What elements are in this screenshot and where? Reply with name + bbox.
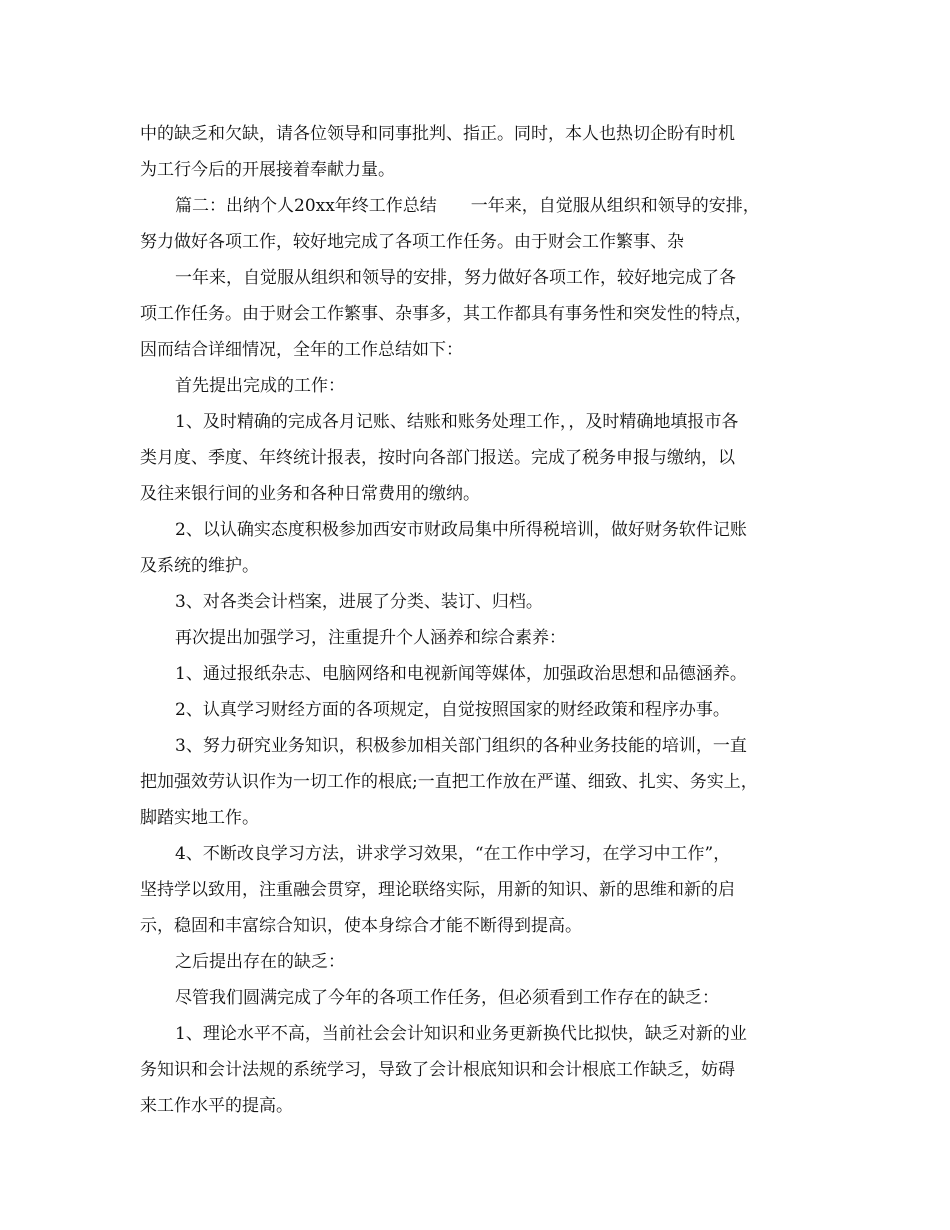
text-line: 因而结合详细情况，全年的工作总结如下： [140, 340, 463, 360]
text-line: 首先提出完成的工作： [175, 376, 345, 396]
text-line: 2、以认确实态度积极参加西安市财政局集中所得税培训，做好财务软件记账 [175, 520, 747, 540]
text-line: 篇二：出纳个人20xx年终工作总结 一年来，自觉服从组织和领导的安排， [175, 196, 760, 216]
text-line: 脚踏实地工作。 [140, 808, 259, 828]
text-line: 再次提出加强学习，注重提升个人涵养和综合素养： [175, 628, 566, 648]
text-line: 努力做好各项工作，较好地完成了各项工作任务。由于财会工作繁事、杂 [140, 232, 684, 252]
text-line: 及系统的维护。 [140, 556, 259, 576]
text-line: 之后提出存在的缺乏： [175, 952, 345, 972]
text-line: 来工作水平的提高。 [140, 1096, 293, 1116]
text-line: 把加强效劳认识作为一切工作的根底;一直把工作放在严谨、细致、扎实、务实上， [140, 772, 758, 792]
text-line: 3、对各类会计档案，进展了分类、装订、归档。 [175, 592, 543, 612]
text-line: 4、不断改良学习方法，讲求学习效果，“在工作中学习，在学习中工作”， [175, 844, 731, 864]
text-line: 坚持学以致用，注重融会贯穿，理论联络实际，用新的知识、新的思维和新的启 [140, 880, 735, 900]
text-line: 1、及时精确的完成各月记账、结账和账务处理工作，，及时精确地填报市各 [175, 412, 739, 432]
text-line: 项工作任务。由于财会工作繁事、杂事多，其工作都具有事务性和突发性的特点， [140, 304, 752, 324]
text-line: 尽管我们圆满完成了今年的各项工作任务，但必须看到工作存在的缺乏： [175, 988, 719, 1008]
text-line: 2、认真学习财经方面的各项规定，自觉按照国家的财经政策和程序办事。 [175, 700, 730, 720]
text-line: 及往来银行间的业务和各种日常费用的缴纳。 [140, 484, 480, 504]
text-line: 3、努力研究业务知识，积极参加相关部门组织的各种业务技能的培训，一直 [175, 736, 747, 756]
text-line: 类月度、季度、年终统计报表，按时向各部门报送。完成了税务申报与缴纳，以 [140, 448, 735, 468]
text-line: 为工行今后的开展接着奉献力量。 [140, 160, 395, 180]
text-line: 1、通过报纸杂志、电脑网络和电视新闻等媒体，加强政治思想和品德涵养。 [175, 664, 747, 684]
text-line: 示，稳固和丰富综合知识，使本身综合才能不断得到提高。 [140, 916, 582, 936]
text-line: 1、理论水平不高，当前社会会计知识和业务更新换代比拟快，缺乏对新的业 [175, 1024, 747, 1044]
text-line: 一年来，自觉服从组织和领导的安排，努力做好各项工作，较好地完成了各 [175, 268, 736, 288]
text-line: 中的缺乏和欠缺，请各位领导和同事批判、指正。同时，本人也热切企盼有时机 [140, 124, 735, 144]
text-line: 务知识和会计法规的系统学习，导致了会计根底知识和会计根底工作缺乏，妨碍 [140, 1060, 735, 1080]
